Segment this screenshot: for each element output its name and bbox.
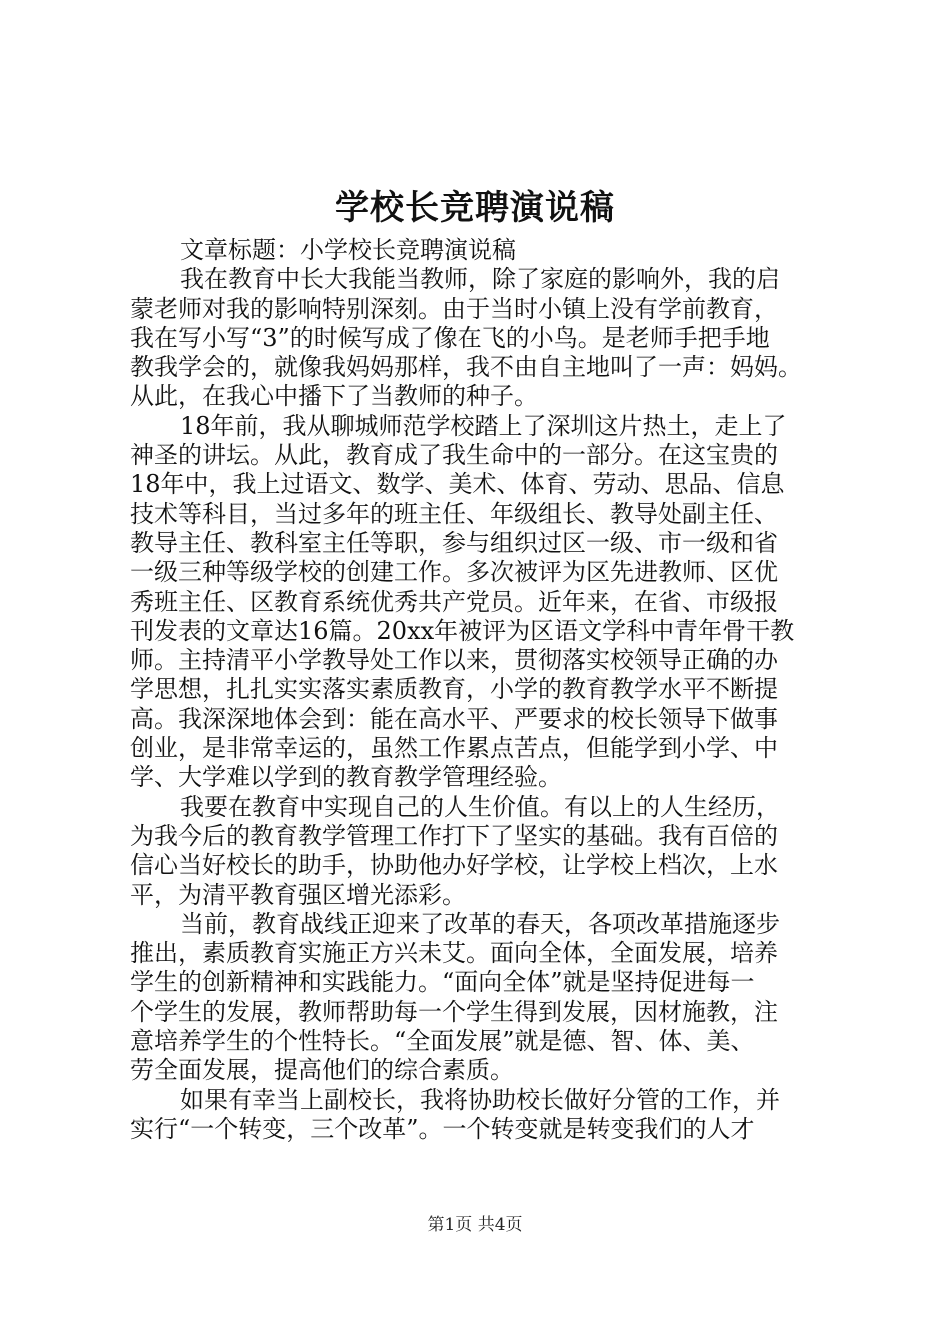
- document-body: [130, 236, 830, 1144]
- body-line: 个学生的发展，教师帮助每一个学生得到发展，因材施教，注: [130, 997, 778, 1026]
- body-line: 蒙老师对我的影响特别深刻。由于当时小镇上没有学前教育，: [130, 294, 778, 323]
- body-line: 当前，教育战线正迎来了改革的春天，各项改革措施逐步: [180, 909, 780, 938]
- body-line: 创业，是非常幸运的，虽然工作累点苦点，但能学到小学、中: [130, 734, 778, 763]
- body-line: 刊发表的文章达16篇。20xx年被评为区语文学科中青年骨干教: [130, 616, 795, 645]
- body-line: 学、大学难以学到的教育教学管理经验。: [130, 763, 562, 792]
- page-footer: [0, 1213, 950, 1237]
- body-line: 实行“一个转变，三个改革”。一个转变就是转变我们的人才: [130, 1114, 755, 1143]
- body-line: 我在教育中长大我能当教师，除了家庭的影响外，我的启: [180, 265, 780, 294]
- body-line: 18年中，我上过语文、数学、美术、体育、劳动、思品、信息: [130, 470, 785, 499]
- body-line: 推出，素质教育实施正方兴未艾。面向全体，全面发展，培养: [130, 939, 778, 968]
- body-line: 18年前，我从聊城师范学校踏上了深圳这片热土，走上了: [180, 411, 787, 440]
- body-line: 一级三种等级学校的创建工作。多次被评为区先进教师、区优: [130, 558, 778, 587]
- body-line: 神圣的讲坛。从此，教育成了我生命中的一部分。在这宝贵的: [130, 441, 778, 470]
- body-line: 我要在教育中实现自己的人生价值。有以上的人生经历，: [180, 792, 780, 821]
- body-line: 信心当好校长的助手，协助他办好学校，让学校上档次，上水: [130, 851, 778, 880]
- body-line: 为我今后的教育教学管理工作打下了坚实的基础。我有百倍的: [130, 821, 778, 850]
- page-number-label: 第1页 共4页: [427, 1215, 523, 1235]
- body-line: 秀班主任、区教育系统优秀共产党员。近年来，在省、市级报: [130, 587, 778, 616]
- body-line: 意培养学生的个性特长。“全面发展”就是德、智、体、美、: [130, 1027, 755, 1056]
- body-line: 劳全面发展，提高他们的综合素质。: [130, 1056, 514, 1085]
- body-line: 如果有幸当上副校长，我将协助校长做好分管的工作，并: [180, 1085, 780, 1114]
- body-line: 我在写小写“3”的时候写成了像在飞的小鸟。是老师手把手地: [130, 323, 770, 352]
- body-line: 学生的创新精神和实践能力。“面向全体”就是坚持促进每一: [130, 968, 755, 997]
- body-line: 师。主持清平小学教导处工作以来，贯彻落实校领导正确的办: [130, 646, 778, 675]
- body-line: 教我学会的，就像我妈妈那样，我不由自主地叫了一声：妈妈。: [130, 353, 802, 382]
- body-line: 高。我深深地体会到：能在高水平、严要求的校长领导下做事: [130, 704, 778, 733]
- body-line: 文章标题：小学校长竞聘演说稿: [180, 236, 516, 264]
- body-line: 平，为清平教育强区增光添彩。: [130, 880, 466, 909]
- body-line: 学思想，扎扎实实落实素质教育，小学的教育教学水平不断提: [130, 675, 778, 704]
- body-line: 技术等科目，当过多年的班主任、年级组长、教导处副主任、: [130, 499, 778, 528]
- body-line: 从此，在我心中播下了当教师的种子。: [130, 382, 538, 411]
- body-line: 教导主任、教科室主任等职，参与组织过区一级、市一级和省: [130, 528, 778, 557]
- document-title: 学校长竞聘演说稿: [335, 188, 615, 228]
